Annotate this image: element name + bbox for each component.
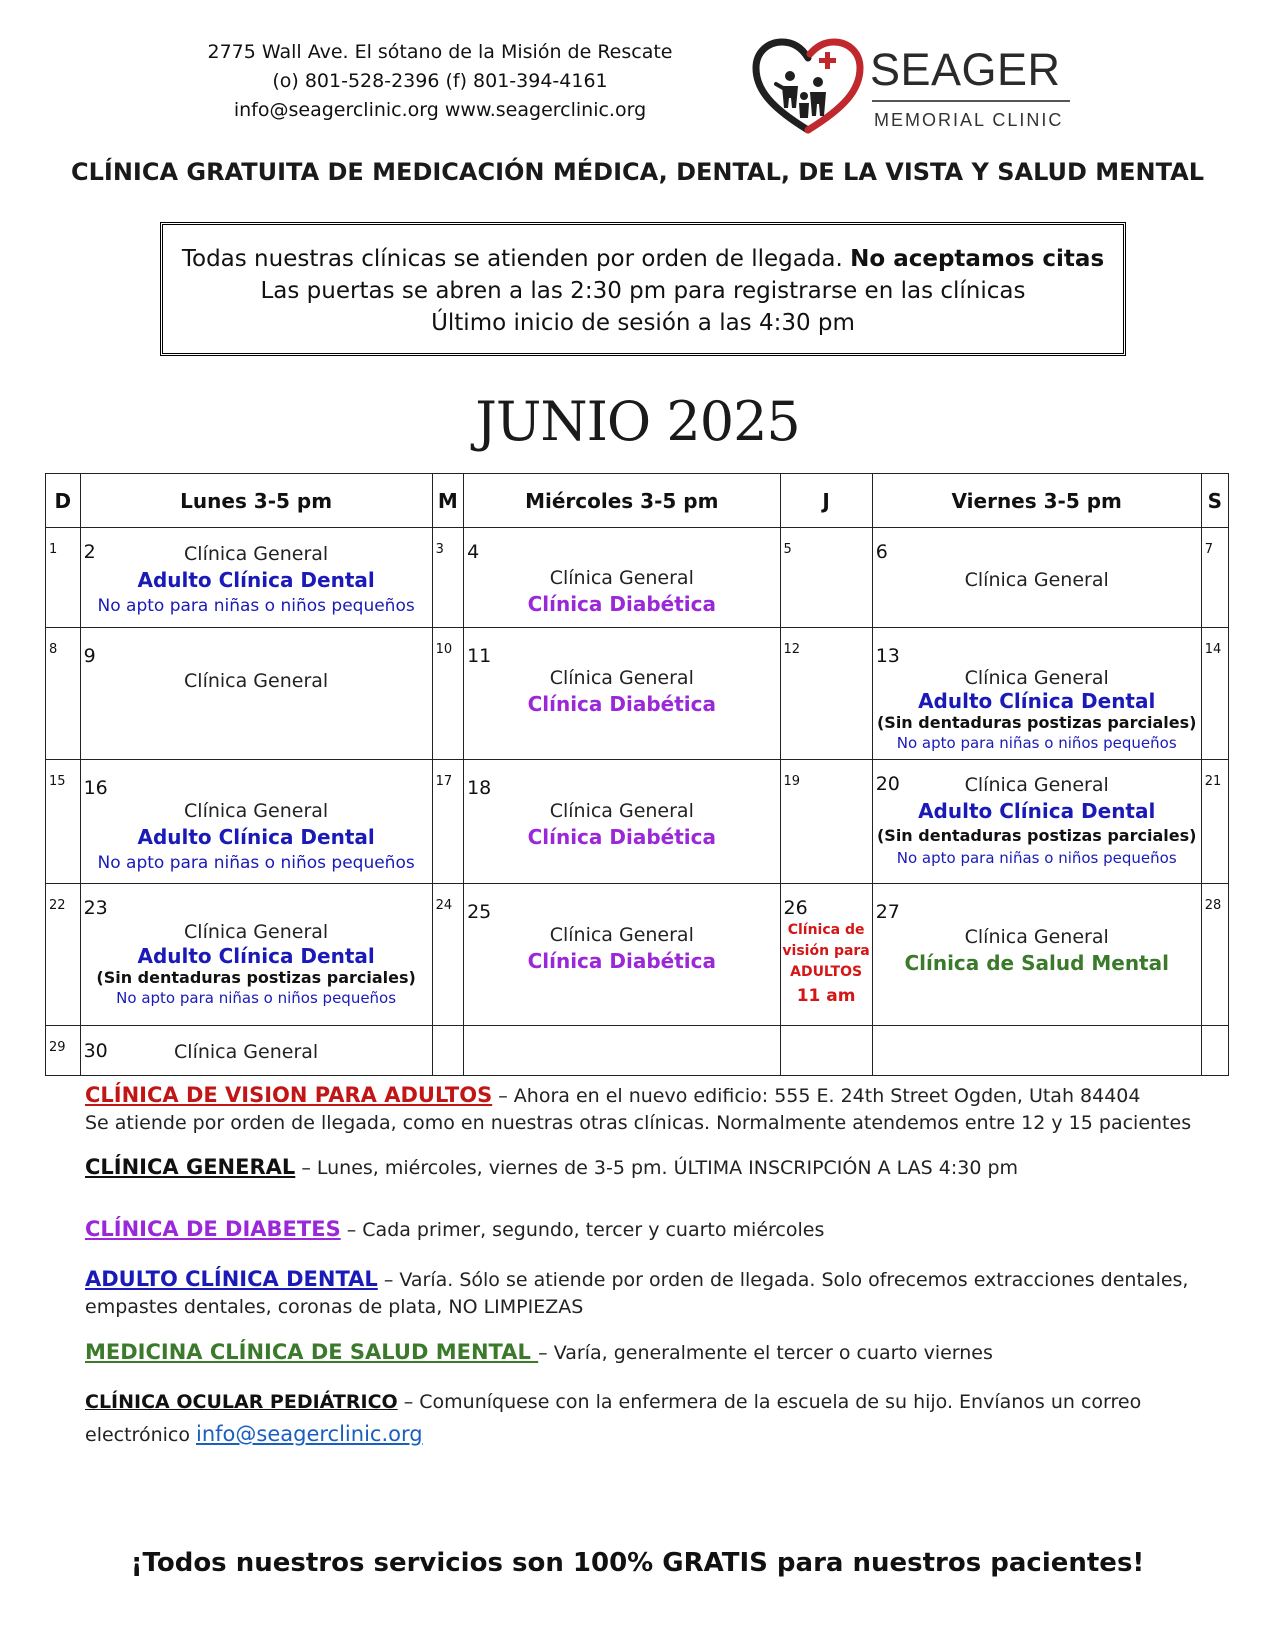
day-cell — [872, 760, 1201, 884]
day-number: 1 — [49, 542, 58, 557]
legend-vision — [85, 1082, 1225, 1137]
heart-family-cross-icon — [752, 38, 864, 138]
general-clinic-label: Clínica General — [184, 921, 329, 943]
contact-block — [190, 38, 690, 125]
general-clinic-label: Clínica General — [964, 667, 1109, 689]
general-clinic-label: Clínica General — [964, 926, 1109, 948]
legend-dental — [85, 1266, 1225, 1321]
legend-diabetes-title: CLÍNICA DE DIABETES — [85, 1217, 341, 1241]
legend-ocular-text: – Comuníquese con la enfermera de la escuela de su hijo. Envíanos un correo electrónico — [85, 1391, 1142, 1446]
day-number: 5 — [783, 542, 792, 557]
day-cell — [464, 884, 780, 1026]
day-number: 20 — [875, 773, 900, 795]
vision-clinic-time: 11 am — [796, 986, 856, 1006]
legend-general — [85, 1154, 1225, 1182]
day-cell — [464, 528, 780, 628]
day-number: 9 — [83, 645, 96, 667]
month-title: JUNIO 2025 — [475, 390, 800, 453]
day-cell — [780, 1026, 872, 1076]
notice-line-1 — [163, 243, 1123, 275]
logo-divider — [872, 100, 1070, 102]
day-number: 12 — [783, 642, 801, 657]
day-cell — [80, 628, 432, 760]
email-link[interactable]: info@seagerclinic.org — [196, 1422, 423, 1446]
children-note: No apto para niñas o niños pequeños — [896, 734, 1177, 752]
legend-diabetes — [85, 1216, 1225, 1244]
day-cell — [80, 884, 432, 1026]
calendar-week — [46, 1026, 1229, 1076]
legend-general-text: – Lunes, miércoles, viernes de 3-5 pm. ÚLTIMA INSCRIPCIÓN A LAS 4:30 pm — [295, 1157, 1019, 1179]
day-cell — [780, 528, 872, 628]
legend-ocular — [85, 1386, 1225, 1451]
legend-vision-detail: Se atiende por orden de llegada, como en nuestras otras clínicas. Normalmente atendemos entre 12 y 15 pacientes — [85, 1112, 1192, 1134]
dentures-note: (Sin dentaduras postizas parciales) — [96, 968, 416, 987]
day-number: 11 — [467, 645, 492, 667]
day-cell — [872, 1026, 1201, 1076]
day-number: 24 — [435, 898, 453, 913]
day-number: 30 — [83, 1040, 108, 1062]
day-number: 21 — [1204, 774, 1222, 789]
mental-health-clinic-label: Clínica de Salud Mental — [904, 951, 1169, 975]
day-cell — [1201, 1026, 1228, 1076]
day-number: 4 — [467, 541, 480, 563]
day-number: 27 — [875, 901, 900, 923]
day-cell — [80, 760, 432, 884]
day-cell — [872, 528, 1201, 628]
calendar-week — [46, 884, 1229, 1026]
notice-line-3: Último inicio de sesión a las 4:30 pm — [431, 310, 855, 336]
day-cell — [80, 528, 432, 628]
day-number: 8 — [49, 642, 58, 657]
children-note: No apto para niñas o niños pequeños — [97, 596, 415, 616]
day-number: 29 — [49, 1040, 66, 1055]
dentures-note: (Sin dentaduras postizas parciales) — [876, 713, 1197, 732]
dental-clinic-label: Adulto Clínica Dental — [918, 689, 1156, 713]
day-cell — [1201, 760, 1228, 884]
seager-logo — [752, 38, 1082, 138]
notice-line-2: Las puertas se abren a las 2:30 pm para registrarse en las clínicas — [260, 278, 1026, 304]
day-cell — [46, 1026, 81, 1076]
header-tuesday: M — [432, 474, 463, 528]
day-cell — [46, 528, 81, 628]
address-line: 2775 Wall Ave. El sótano de la Misión de Rescate — [207, 41, 673, 63]
day-number: 7 — [1204, 542, 1213, 557]
page-subtitle: CLÍNICA GRATUITA DE MEDICACIÓN MÉDICA, DENTAL, DE LA VISTA Y SALUD MENTAL — [70, 158, 1205, 186]
general-clinic-label: Clínica General — [549, 800, 694, 822]
day-cell — [780, 884, 872, 1026]
legend-mental-title: MEDICINA CLÍNICA DE SALUD MENTAL — [85, 1340, 539, 1364]
diabetes-clinic-label: Clínica Diabética — [527, 825, 716, 849]
day-number: 28 — [1204, 898, 1222, 913]
logo-subtitle: MEMORIAL CLINIC — [874, 110, 1064, 130]
children-note: No apto para niñas o niños pequeños — [97, 853, 415, 873]
day-cell — [46, 884, 81, 1026]
dental-clinic-label: Adulto Clínica Dental — [137, 825, 375, 849]
notice-line-1-text: Todas nuestras clínicas se atienden por orden de llegada. — [181, 246, 843, 272]
day-number: 26 — [783, 897, 808, 919]
vision-clinic-label: Clínica de visión para ADULTOS — [782, 922, 870, 980]
day-number: 17 — [435, 774, 453, 789]
day-cell — [1201, 628, 1228, 760]
general-clinic-label: Clínica General — [964, 774, 1109, 796]
day-cell — [872, 884, 1201, 1026]
logo-name: SEAGER — [870, 44, 1061, 95]
legend-vision-title: CLÍNICA DE VISION PARA ADULTOS — [85, 1083, 493, 1107]
dental-clinic-label: Adulto Clínica Dental — [137, 944, 375, 968]
calendar-week — [46, 628, 1229, 760]
day-number: 6 — [875, 541, 888, 563]
children-note: No apto para niñas o niños pequeños — [116, 989, 397, 1007]
day-cell — [464, 760, 780, 884]
dentures-note: (Sin dentaduras postizas parciales) — [876, 826, 1197, 845]
day-cell — [80, 1026, 432, 1076]
general-clinic-label: Clínica General — [184, 800, 329, 822]
notice-line-1-bold: No aceptamos citas — [850, 246, 1105, 272]
diabetes-clinic-label: Clínica Diabética — [527, 592, 716, 616]
legend-mental — [85, 1339, 1225, 1367]
legend-mental-text: – Varía, generalmente el tercer o cuarto viernes — [538, 1342, 993, 1364]
diabetes-clinic-label: Clínica Diabética — [527, 949, 716, 973]
general-clinic-label: Clínica General — [549, 924, 694, 946]
day-cell — [46, 628, 81, 760]
day-number: 3 — [435, 542, 444, 557]
day-number: 16 — [83, 777, 108, 799]
calendar-header-row — [46, 474, 1229, 528]
day-cell — [432, 628, 463, 760]
day-number: 13 — [875, 645, 900, 667]
day-cell — [872, 628, 1201, 760]
web-line: info@seagerclinic.org www.seagerclinic.org — [233, 99, 647, 121]
general-clinic-label: Clínica General — [549, 567, 694, 589]
general-clinic-label: Clínica General — [549, 667, 694, 689]
day-cell — [780, 628, 872, 760]
day-number: 14 — [1204, 642, 1222, 657]
general-clinic-label: Clínica General — [174, 1041, 319, 1063]
day-cell — [780, 760, 872, 884]
dental-clinic-label: Adulto Clínica Dental — [918, 799, 1156, 823]
day-number: 25 — [467, 901, 492, 923]
calendar-table — [45, 473, 1229, 1076]
day-cell — [432, 1026, 463, 1076]
day-cell — [432, 884, 463, 1026]
general-clinic-label: Clínica General — [964, 569, 1109, 591]
day-cell — [464, 1026, 780, 1076]
legend-ocular-title: CLÍNICA OCULAR PEDIÁTRICO — [85, 1391, 398, 1413]
phone-line: (o) 801-528-2396 (f) 801-394-4161 — [272, 70, 608, 92]
day-number: 10 — [435, 642, 453, 657]
general-clinic-label: Clínica General — [184, 670, 329, 692]
header-sunday: D — [46, 474, 81, 528]
day-number: 18 — [467, 777, 492, 799]
header-friday: Viernes 3-5 pm — [872, 474, 1201, 528]
legend-diabetes-text: – Cada primer, segundo, tercer y cuarto miércoles — [340, 1219, 825, 1241]
calendar-week — [46, 528, 1229, 628]
day-cell — [432, 760, 463, 884]
day-number: 23 — [83, 897, 108, 919]
legend-dental-text: – Varía. Sólo se atiende por orden de llegada. Solo ofrecemos extracciones dentales, empastes dentales, coronas de plata, NO LIMPIEZAS — [85, 1269, 1189, 1318]
header-wednesday: Miércoles 3-5 pm — [464, 474, 780, 528]
legend-vision-text: – Ahora en el nuevo edificio: 555 E. 24th Street Ogden, Utah 84404 — [492, 1085, 1141, 1107]
day-cell — [1201, 884, 1228, 1026]
day-cell — [464, 628, 780, 760]
children-note: No apto para niñas o niños pequeños — [896, 849, 1177, 867]
dental-clinic-label: Adulto Clínica Dental — [137, 568, 375, 592]
day-number: 22 — [49, 898, 66, 913]
day-cell — [46, 760, 81, 884]
legend-general-title: CLÍNICA GENERAL — [85, 1155, 296, 1179]
header-saturday: S — [1201, 474, 1228, 528]
calendar-week — [46, 760, 1229, 884]
general-clinic-label: Clínica General — [184, 543, 329, 565]
day-number: 19 — [783, 774, 801, 789]
day-cell — [432, 528, 463, 628]
notice-box — [160, 222, 1126, 356]
diabetes-clinic-label: Clínica Diabética — [527, 692, 716, 716]
day-number: 15 — [49, 774, 66, 789]
day-cell — [1201, 528, 1228, 628]
footer-statement: ¡Todos nuestros servicios son 100% GRATIS para nuestros pacientes! — [130, 1548, 1145, 1578]
header-monday: Lunes 3-5 pm — [80, 474, 432, 528]
legend-dental-title: ADULTO CLÍNICA DENTAL — [85, 1267, 378, 1291]
header-thursday: J — [780, 474, 872, 528]
day-number: 2 — [83, 541, 96, 563]
